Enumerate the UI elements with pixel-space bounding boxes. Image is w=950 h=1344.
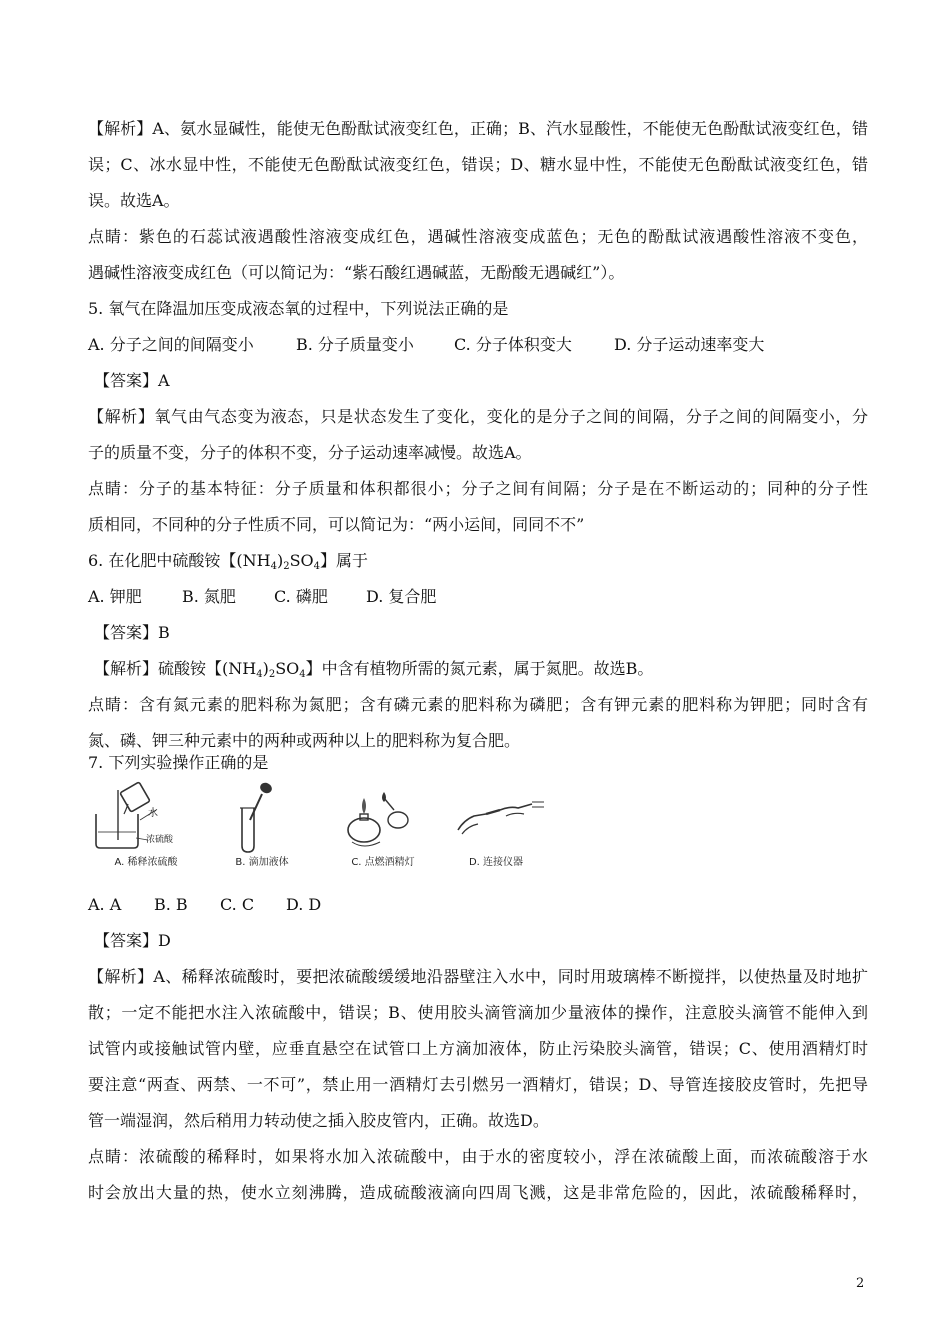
q7-tip-line-1: 点睛：浓硫酸的稀释时，如果将水加入浓硫酸中，由于水的密度较小，浮在浓硫酸上面，而浓硫酸溶于水 [88, 1147, 868, 1166]
q6-analysis-subscript-2: 2 [268, 669, 276, 680]
q5-option-b: B. 分子质量变小 [296, 335, 414, 354]
beaker-pouring-icon [88, 780, 204, 854]
q7-option-d: D. D [286, 895, 322, 914]
q7-lab-operations-figure [88, 780, 548, 872]
q7-stem: 7. 下列实验操作正确的是 [88, 753, 269, 772]
q6-stem [88, 550, 868, 578]
q7-options [88, 894, 321, 916]
figure-d [444, 780, 548, 872]
q5-option-a: A. 分子之间的间隔变小 [88, 335, 254, 354]
q7-option-a: A. A [88, 895, 122, 914]
q4-tip-line-2: 遇碱性溶液变成红色（可以简记为：“紫石酸红遇碱蓝，无酚酸无遇碱红”）。 [88, 263, 625, 282]
q6-stem-subscript-2: 2 [283, 561, 290, 572]
q7-analysis-line-4: 要注意“两查、两禁、一不可”，禁止用一酒精灯去引燃另一酒精灯，错误；D、导管连接胶皮管时，先把导 [88, 1075, 868, 1094]
q4-analysis-line-2: 误；C、冰水显中性，不能使无色酚酞试液变红色，错误；D、糖水显中性，不能使无色酚酞试液变红色，错 [88, 155, 868, 174]
q5-option-c: C. 分子体积变大 [454, 335, 572, 354]
q6-options [88, 586, 436, 608]
q6-tip-line-2: 氮、磷、钾三种元素中的两种或两种以上的肥料称为复合肥。 [88, 731, 521, 750]
figure-a [88, 780, 204, 872]
q7-analysis-line-3: 试管内或接触试管内壁，应垂直悬空在试管口上方滴加液体，防止污染胶头滴管，错误；C、使用酒精灯时 [88, 1039, 868, 1058]
q6-stem-subscript-3: 4 [313, 561, 321, 572]
page-number: 2 [856, 1276, 865, 1291]
q6-analysis-end: 】中含有植物所需的氮元素，属于氮肥。故选B。 [305, 659, 654, 678]
q5-answer: 【答案】A [94, 371, 170, 390]
q6-option-b: B. 氮肥 [182, 587, 236, 606]
q4-analysis-line-1: 【解析】A、氨水显碱性，能使无色酚酞试液变红色，正确；B、汽水显酸性，不能使无色酚酞试液变红色，错 [88, 119, 868, 138]
q6-answer: 【答案】B [94, 623, 170, 642]
dropper-test-tube-icon [212, 780, 312, 854]
q6-stem-end: 】属于 [320, 551, 369, 570]
label-acid: 浓硫酸 [146, 835, 174, 845]
q6-option-d: D. 复合肥 [366, 587, 437, 606]
figure-c-caption: C. 点燃酒精灯 [351, 857, 415, 868]
q6-analysis [94, 658, 874, 686]
q6-stem-paren: ) [276, 551, 284, 570]
q6-analysis-subscript-3: 4 [299, 669, 306, 680]
q6-analysis-paren: ) [262, 659, 269, 678]
q4-tip-line-1: 点睛：紫色的石蕊试液遇酸性溶液变成红色，遇碱性溶液变成蓝色；无色的酚酞试液遇酸性溶液不变色， [88, 227, 868, 246]
q7-analysis-line-1: 【解析】A、稀释浓硫酸时，要把浓硫酸缓缓地沿器壁注入水中，同时用玻璃棒不断搅拌，以使热量及时地扩 [88, 967, 868, 986]
q7-option-c: C. C [220, 895, 255, 914]
q7-tip-line-2: 时会放出大量的热，使水立刻沸腾，造成硫酸液滴向四周飞溅，这是非常危险的，因此，浓硫酸稀释时， [88, 1183, 868, 1202]
q5-tip-line-1: 点睛：分子的基本特征：分子质量和体积都很小；分子之间有间隔；分子是在不断运动的；同种的分子性 [88, 479, 868, 498]
label-water: 水 [148, 808, 158, 819]
q6-stem-text: 6. 在化肥中硫酸铵【(NH [88, 551, 271, 570]
q6-tip-line-1: 点睛：含有氮元素的肥料称为氮肥；含有磷元素的肥料称为磷肥；含有钾元素的肥料称为钾肥；同时含有 [88, 695, 868, 714]
q6-stem-subscript-1: 4 [270, 561, 277, 572]
q6-option-a: A. 钾肥 [88, 587, 142, 606]
q6-option-c: C. 磷肥 [274, 587, 328, 606]
q6-stem-so: SO [289, 551, 314, 570]
q5-option-d: D. 分子运动速率变大 [614, 335, 765, 354]
figure-b-caption: B. 滴加液体 [235, 857, 289, 868]
figure-d-caption: D. 连接仪器 [468, 857, 524, 868]
q7-option-b: B. B [154, 895, 188, 914]
q7-answer: 【答案】D [94, 931, 171, 950]
q5-analysis-line-2: 子的质量不变，分子的体积不变，分子运动速率减慢。故选A。 [88, 443, 532, 462]
tube-connection-icon [444, 780, 548, 854]
q7-analysis-line-5: 管一端湿润，然后稍用力转动使之插入胶皮管内，正确。故选D。 [88, 1111, 549, 1130]
q6-analysis-text: 【解析】硫酸铵【(NH [94, 659, 257, 678]
q5-stem: 5. 氧气在降温加压变成液态氧的过程中，下列说法正确的是 [88, 299, 509, 318]
q6-analysis-subscript-1: 4 [256, 669, 263, 680]
q5-options [88, 334, 764, 356]
q4-analysis-line-3: 误。故选A。 [88, 191, 180, 210]
alcohol-lamp-icon [328, 780, 438, 854]
figure-a-caption: A. 稀释浓硫酸 [114, 857, 178, 868]
figure-c [328, 780, 438, 872]
q6-analysis-so: SO [275, 659, 300, 678]
q5-analysis-line-1: 【解析】氧气由气态变为液态，只是状态发生了变化，变化的是分子之间的间隔，分子之间的间隔变小，分 [88, 407, 868, 426]
figure-b [212, 780, 312, 872]
q5-tip-line-2: 质相同，不同种的分子性质不同，可以简记为：“两小运间，同同不不” [88, 515, 585, 534]
q7-analysis-line-2: 散；一定不能把水注入浓硫酸中，错误；B、使用胶头滴管滴加少量液体的操作，注意胶头滴管不能伸入到 [88, 1003, 868, 1022]
